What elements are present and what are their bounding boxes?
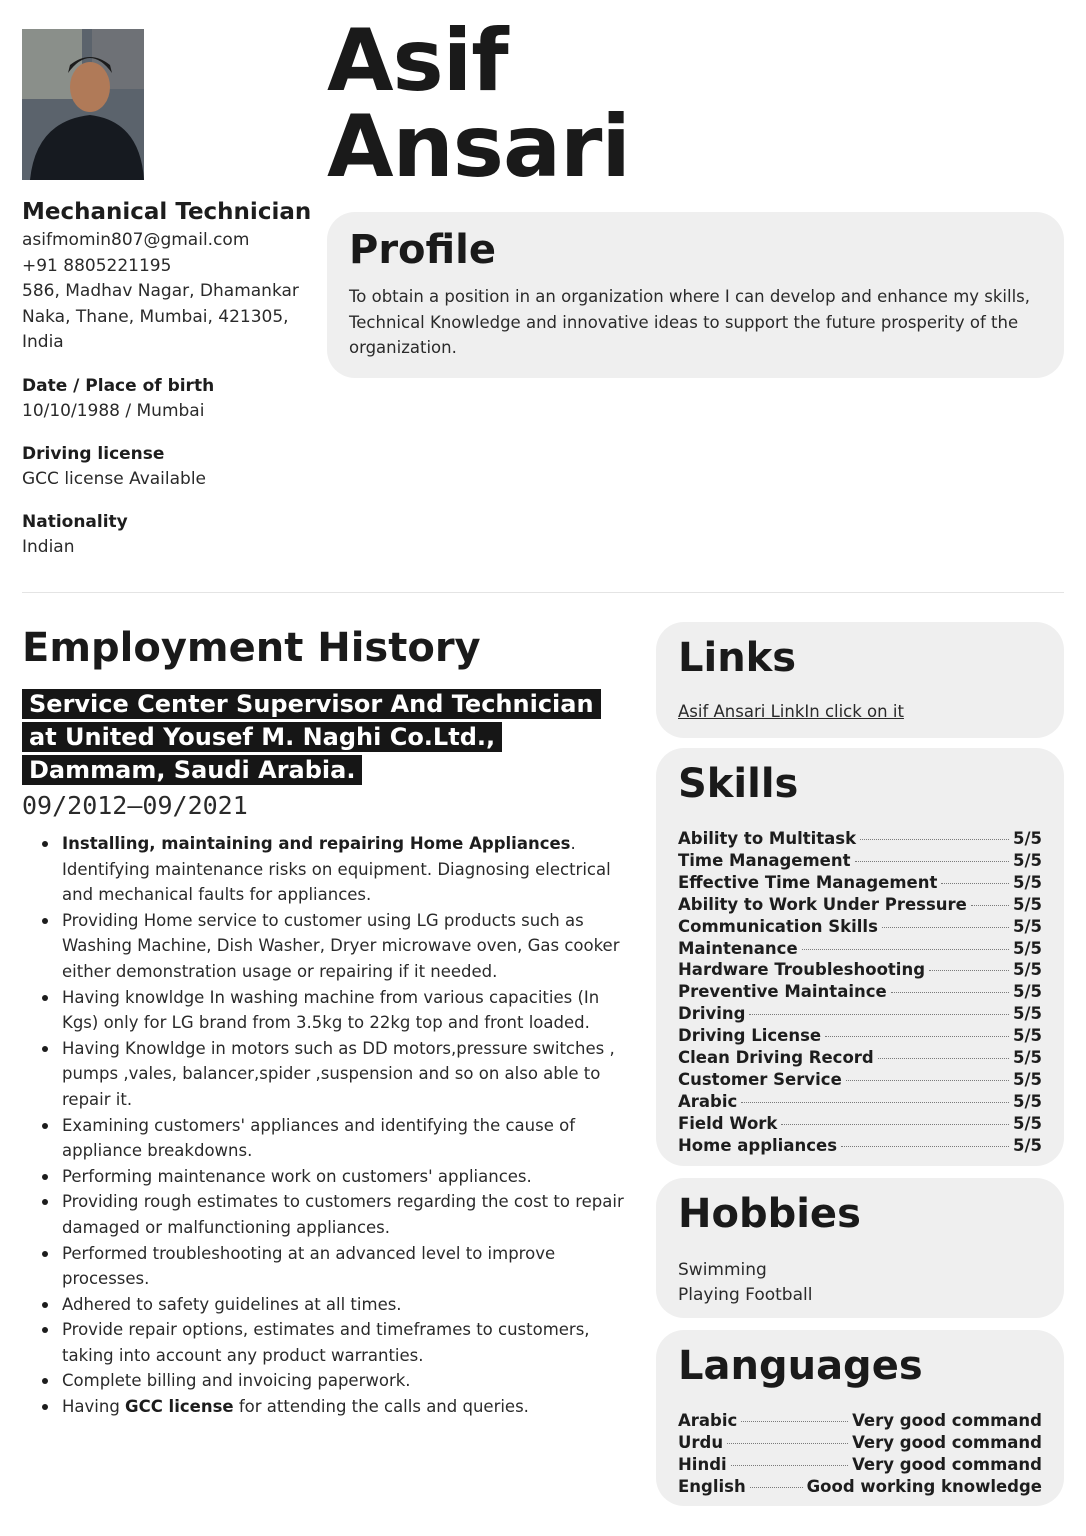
skill-row-name: Communication Skills bbox=[678, 916, 878, 936]
bullet-text: Performing maintenance work on customers' appliances. bbox=[62, 1166, 532, 1186]
bullet-text: Adhered to safety guidelines at all times. bbox=[62, 1294, 402, 1314]
skill-row-level: 5/5 bbox=[1013, 1048, 1042, 1068]
skill-row-level: 5/5 bbox=[1013, 894, 1042, 914]
language-row-name: Hindi bbox=[678, 1454, 727, 1474]
skills-list bbox=[678, 828, 1042, 1157]
skill-row-name: Maintenance bbox=[678, 938, 798, 958]
skill-row bbox=[678, 1091, 1042, 1113]
dotted-leader bbox=[855, 861, 1010, 862]
skills-heading: Skills bbox=[678, 761, 799, 807]
dotted-leader bbox=[878, 1058, 1009, 1059]
profile-heading: Profile bbox=[349, 227, 497, 273]
last-name: Ansari bbox=[327, 97, 630, 197]
employment-bullet bbox=[22, 1113, 632, 1164]
license-label: Driving license bbox=[22, 443, 165, 464]
profile-section bbox=[327, 212, 1064, 378]
skill-row-name: Time Management bbox=[678, 850, 851, 870]
language-row-name: English bbox=[678, 1476, 746, 1496]
employment-bullet bbox=[22, 908, 632, 985]
links-heading: Links bbox=[678, 635, 797, 681]
dotted-leader bbox=[781, 1124, 1009, 1125]
first-name: Asif bbox=[327, 11, 508, 111]
skill-row bbox=[678, 1113, 1042, 1135]
dotted-leader bbox=[749, 1014, 1009, 1015]
employment-bullet bbox=[22, 985, 632, 1036]
skill-row bbox=[678, 828, 1042, 850]
dotted-leader bbox=[941, 883, 1009, 884]
skill-row bbox=[678, 981, 1042, 1003]
address-line-2: Naka, Thane, Mumbai, 421305, bbox=[22, 306, 289, 327]
skill-row-level: 5/5 bbox=[1013, 1091, 1042, 1111]
skill-row-level: 5/5 bbox=[1013, 1069, 1042, 1089]
skill-row-name: Ability to Multitask bbox=[678, 829, 857, 848]
address-line-3: India bbox=[22, 332, 64, 352]
dotted-leader bbox=[802, 949, 1009, 950]
skill-row-name: Arabic bbox=[678, 1091, 738, 1111]
language-row-name: Arabic bbox=[678, 1411, 738, 1430]
language-row-level: Good working knowledge bbox=[806, 1476, 1042, 1496]
language-row-level: Very good command bbox=[852, 1454, 1042, 1474]
hobbies-list bbox=[678, 1258, 1042, 1308]
skill-row-name: Preventive Maintaince bbox=[678, 982, 887, 1002]
dotted-leader bbox=[727, 1443, 848, 1444]
dotted-leader bbox=[750, 1487, 803, 1488]
dotted-leader bbox=[860, 839, 1009, 840]
email: asifmomin807@gmail.com bbox=[22, 230, 250, 250]
profile-text: To obtain a position in an organization where I can develop and enhance my skills, Technical Knowledge and innovative ideas to support the future prosperity of the organization. bbox=[349, 287, 1031, 357]
employment-title bbox=[22, 688, 622, 787]
skill-row-name: Ability to Work Under Pressure bbox=[678, 894, 967, 914]
languages-section bbox=[656, 1330, 1064, 1506]
language-row bbox=[678, 1432, 1042, 1454]
skill-row-level: 5/5 bbox=[1013, 1004, 1042, 1024]
skill-row bbox=[678, 1069, 1042, 1091]
candidate-name bbox=[327, 11, 630, 197]
skill-row-level: 5/5 bbox=[1013, 1113, 1042, 1133]
bullet-text: Performed troubleshooting at an advanced level to improve processes. bbox=[62, 1243, 556, 1289]
dotted-leader bbox=[929, 970, 1009, 971]
birth-info bbox=[22, 374, 312, 424]
skill-row-level: 5/5 bbox=[1013, 872, 1042, 892]
language-row-level: Very good command bbox=[852, 1432, 1042, 1452]
skill-row bbox=[678, 1047, 1042, 1069]
skill-row-name: Driving bbox=[678, 1004, 746, 1024]
skill-row bbox=[678, 1003, 1042, 1025]
language-row bbox=[678, 1476, 1042, 1498]
employment-bullet bbox=[22, 1317, 632, 1368]
employment-section bbox=[22, 620, 632, 1420]
skill-row-level: 5/5 bbox=[1013, 829, 1042, 848]
languages-heading: Languages bbox=[678, 1343, 923, 1389]
hobby-item: Playing Football bbox=[678, 1285, 813, 1305]
employment-bullet bbox=[22, 1189, 632, 1240]
skill-row bbox=[678, 959, 1042, 981]
languages-list bbox=[678, 1410, 1042, 1498]
dotted-leader bbox=[882, 927, 1009, 928]
employment-dates: 09/2012—09/2021 bbox=[22, 791, 248, 820]
skill-row-name: Driving License bbox=[678, 1026, 822, 1046]
bullet-bold: Installing, maintaining and repairing Home Appliances bbox=[62, 834, 571, 853]
skill-row-level: 5/5 bbox=[1013, 850, 1042, 870]
skill-row bbox=[678, 894, 1042, 916]
skill-row-name: Customer Service bbox=[678, 1069, 842, 1089]
dotted-leader bbox=[971, 905, 1009, 906]
skill-row-level: 5/5 bbox=[1013, 982, 1042, 1002]
profile-photo bbox=[22, 29, 144, 180]
language-row-level: Very good command bbox=[852, 1411, 1042, 1430]
dotted-leader bbox=[741, 1421, 848, 1422]
skill-row-level: 5/5 bbox=[1013, 1135, 1042, 1155]
language-row bbox=[678, 1410, 1042, 1432]
hobby-item: Swimming bbox=[678, 1260, 767, 1280]
hobbies-heading: Hobbies bbox=[678, 1191, 861, 1237]
dotted-leader bbox=[825, 1036, 1009, 1037]
skills-section bbox=[656, 748, 1064, 1166]
skill-row-level: 5/5 bbox=[1013, 916, 1042, 936]
skill-row-name: Home appliances bbox=[678, 1135, 838, 1155]
language-row bbox=[678, 1454, 1042, 1476]
employment-bullet bbox=[22, 1394, 632, 1420]
nationality-value: Indian bbox=[22, 536, 75, 557]
employment-bullet bbox=[22, 1241, 632, 1292]
skill-row-name: Hardware Troubleshooting bbox=[678, 960, 926, 980]
bullet-text: Having knowldge In washing machine from various capacities (In Kgs) only for LG brand from 3.5kg to 22kg top and front loaded. bbox=[62, 987, 600, 1033]
skill-row-name: Clean Driving Record bbox=[678, 1048, 874, 1068]
employment-bullet bbox=[22, 1164, 632, 1190]
bullet-text: Complete billing and invoicing paperwork. bbox=[62, 1371, 411, 1391]
license-value: GCC license Available bbox=[22, 468, 207, 489]
dotted-leader bbox=[846, 1080, 1009, 1081]
skill-row bbox=[678, 938, 1042, 960]
job-title: Mechanical Technician bbox=[22, 199, 312, 225]
language-row-name: Urdu bbox=[678, 1432, 724, 1452]
skill-row-name: Field Work bbox=[678, 1113, 778, 1133]
nationality-label: Nationality bbox=[22, 511, 128, 532]
employment-bullet bbox=[22, 1368, 632, 1394]
employment-bullet bbox=[22, 831, 632, 908]
birth-value: 10/10/1988 / Mumbai bbox=[22, 400, 205, 421]
bullet-text: Providing rough estimates to customers regarding the cost to repair damaged or malfunctioning appliances. bbox=[62, 1192, 624, 1237]
bullet-bold: GCC license bbox=[125, 1397, 234, 1417]
bullet-text: Provide repair options, estimates and timeframes to customers, taking into account any product warranties. bbox=[62, 1320, 590, 1365]
bullet-prefix: Having bbox=[62, 1397, 126, 1417]
section-divider bbox=[22, 592, 1064, 593]
linkedin-link[interactable]: Asif Ansari LinkIn click on it bbox=[678, 702, 904, 721]
skill-row bbox=[678, 872, 1042, 894]
phone: +91 8805221195 bbox=[22, 255, 172, 276]
dotted-leader bbox=[891, 992, 1009, 993]
employment-bullets bbox=[22, 831, 632, 1420]
skill-row-name: Effective Time Management bbox=[678, 872, 938, 892]
birth-label: Date / Place of birth bbox=[22, 375, 215, 396]
bullet-text: for attending the calls and queries. bbox=[233, 1397, 529, 1417]
skill-row-level: 5/5 bbox=[1013, 1026, 1042, 1046]
dotted-leader bbox=[731, 1465, 848, 1466]
links-section bbox=[656, 622, 1064, 738]
hobbies-section bbox=[656, 1178, 1064, 1318]
license-info bbox=[22, 442, 312, 492]
skill-row-level: 5/5 bbox=[1013, 960, 1042, 980]
bullet-text: Providing Home service to customer using LG products such as Washing Machine, Dish Washer, Dryer microwave oven, Gas cooker either demonstration usage or repairing if it needed. bbox=[62, 910, 620, 981]
employment-title-text: Service Center Supervisor And Technician at United Yousef M. Naghi Co.Ltd., Dammam, Saudi Arabia. bbox=[22, 689, 601, 785]
bullet-text: Having Knowldge in motors such as DD motors,pressure switches , pumps ,vales, balancer,spider ,suspension and so on also able to repair it. bbox=[62, 1038, 615, 1109]
skill-row bbox=[678, 850, 1042, 872]
skill-row bbox=[678, 1025, 1042, 1047]
address-line-1: 586, Madhav Nagar, Dhamankar bbox=[22, 281, 299, 301]
dotted-leader bbox=[741, 1102, 1009, 1103]
skill-row bbox=[678, 1135, 1042, 1157]
employment-heading: Employment History bbox=[22, 625, 481, 671]
employment-bullet bbox=[22, 1292, 632, 1318]
nationality-info bbox=[22, 510, 312, 560]
dotted-leader bbox=[841, 1146, 1009, 1147]
bullet-text: Examining customers' appliances and identifying the cause of appliance breakdowns. bbox=[62, 1115, 576, 1161]
bullet-text: . Identifying maintenance risks on equipment. Diagnosing electrical and mechanical faults for appliances. bbox=[62, 834, 611, 905]
skill-row-level: 5/5 bbox=[1013, 938, 1042, 958]
personal-details bbox=[22, 196, 312, 560]
employment-bullet bbox=[22, 1036, 632, 1113]
skill-row bbox=[678, 916, 1042, 938]
